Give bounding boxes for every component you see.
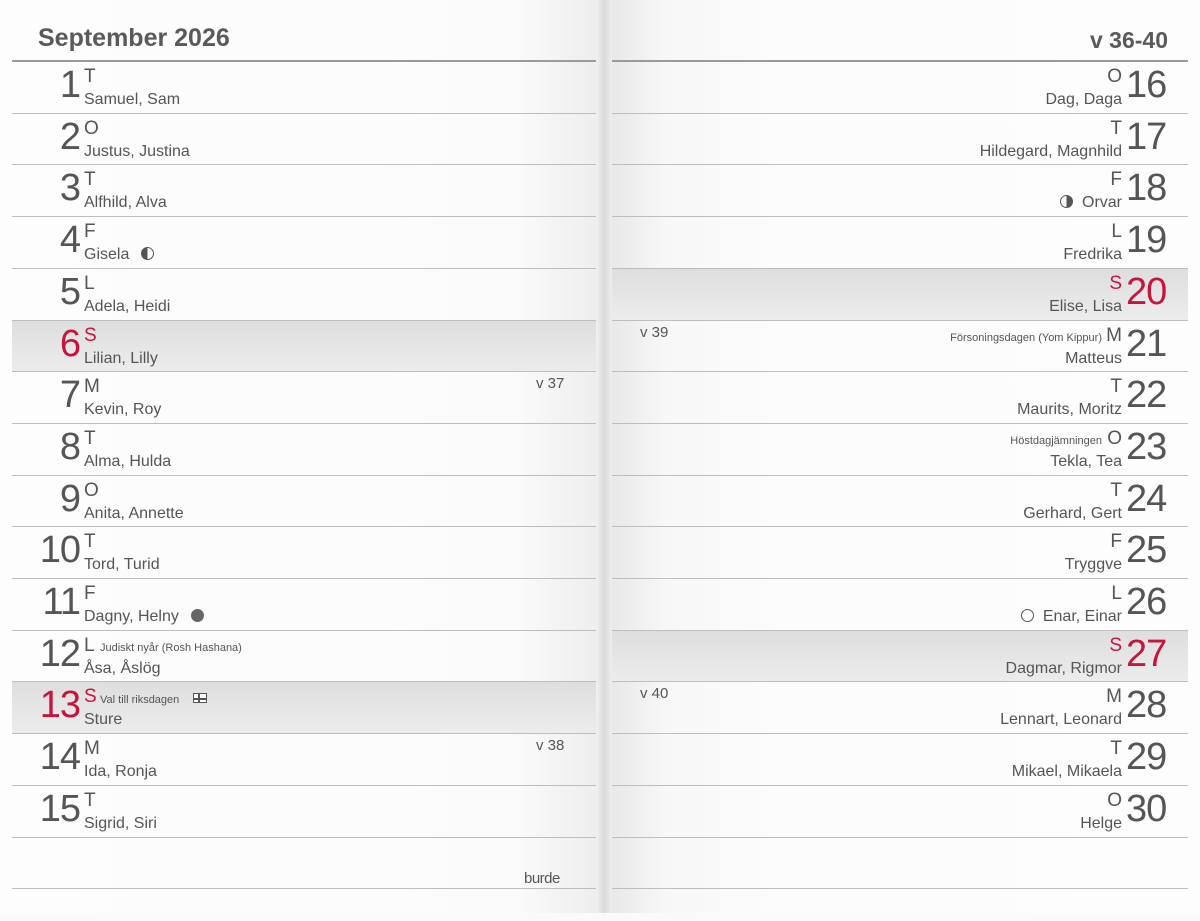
- weekday-letter: S: [1109, 272, 1122, 294]
- day-row: [604, 217, 1188, 268]
- weekday-letter: F: [84, 583, 96, 604]
- name-day: [84, 763, 157, 781]
- day-number: 26: [1126, 581, 1167, 623]
- weekday-letter: T: [84, 427, 96, 449]
- name-day: [1017, 401, 1122, 419]
- day-number: 7: [59, 374, 80, 417]
- name-day-text: Åsa, Åslög: [84, 659, 161, 677]
- weekday-letter: O: [1107, 789, 1122, 811]
- day-number: 29: [1126, 736, 1167, 779]
- new-moon-icon: [191, 609, 204, 622]
- name-day-text: Alma, Hulda: [84, 452, 172, 470]
- name-day: [84, 660, 160, 678]
- week-range: v 36-40: [1089, 27, 1168, 53]
- day-number: 15: [39, 787, 80, 830]
- day-row: [12, 372, 604, 423]
- day-row: [12, 734, 604, 785]
- day-row: [12, 424, 604, 475]
- day-number: 24: [1126, 477, 1167, 520]
- day-row: [12, 321, 604, 372]
- day-number: 30: [1126, 787, 1167, 830]
- name-day-text: Kevin, Roy: [84, 401, 162, 419]
- day-number: 17: [1126, 115, 1167, 158]
- weekday-letter: F: [1110, 531, 1122, 553]
- weekday-letter: T: [1110, 117, 1122, 139]
- name-day-text: Ida, Ronja: [84, 763, 157, 781]
- weekday-letter: F: [84, 221, 96, 243]
- weekday-letter: F: [1110, 169, 1122, 191]
- day-number: 1: [59, 64, 80, 106]
- name-day-text: Helge: [1080, 814, 1122, 832]
- day-row: [604, 579, 1188, 630]
- name-day-text: Lennart, Leonard: [1000, 711, 1122, 729]
- day-row: [12, 579, 604, 630]
- day-row: [604, 786, 1188, 837]
- day-row: [12, 786, 604, 837]
- weekday-letter: M: [1106, 686, 1122, 708]
- weekday-letter: T: [1110, 738, 1122, 760]
- name-day-text: Sture: [84, 711, 123, 729]
- day-row: [12, 527, 604, 578]
- day-row: [604, 682, 1188, 733]
- day-row: [12, 217, 604, 268]
- name-day-text: Dag, Daga: [1045, 91, 1122, 108]
- name-day: [980, 143, 1122, 161]
- weekday-letter: L: [84, 272, 95, 294]
- weekday-letter: O: [1107, 427, 1122, 449]
- day-row: [604, 527, 1188, 578]
- name-day: [84, 556, 160, 574]
- day-number: 9: [59, 477, 80, 520]
- day-row: [604, 269, 1188, 320]
- day-row: [604, 321, 1188, 372]
- name-day: [84, 608, 204, 626]
- day-number: 18: [1126, 167, 1167, 210]
- day-number: 19: [1126, 219, 1167, 262]
- name-day-text: Mikael, Mikaela: [1011, 763, 1122, 781]
- name-day: [1012, 763, 1122, 781]
- page-gutter: [596, 0, 612, 913]
- name-day: [84, 246, 154, 264]
- name-day: [84, 194, 167, 212]
- day-number: 25: [1126, 529, 1167, 572]
- weekday-letter: T: [84, 789, 96, 811]
- name-day-text: Adela, Heidi: [84, 297, 171, 315]
- name-day-text: Lilian, Lilly: [84, 349, 158, 367]
- name-day: [1046, 91, 1123, 109]
- name-day: [1065, 556, 1122, 574]
- weekday-letter: T: [84, 169, 96, 191]
- day-row: [604, 62, 1188, 113]
- name-day-text: Dagny, Helny: [84, 608, 179, 625]
- day-number: 12: [39, 632, 80, 675]
- name-day: [1050, 453, 1122, 471]
- name-day: [84, 815, 157, 833]
- weekday-letter: M: [84, 376, 100, 398]
- day-number: 5: [59, 270, 80, 313]
- name-day: [1060, 194, 1122, 212]
- day-number: 22: [1126, 374, 1167, 417]
- name-day: [84, 401, 161, 419]
- name-day-text: Tord, Turid: [84, 556, 160, 574]
- name-day-text: Orvar: [1082, 194, 1122, 212]
- week-number: v 37: [536, 375, 565, 393]
- week-number: v 38: [536, 737, 565, 755]
- first-quarter-moon-icon: [1060, 195, 1073, 208]
- day-number: 27: [1126, 632, 1167, 675]
- last-quarter-moon-icon: [141, 247, 154, 260]
- name-day-text: Dagmar, Rigmor: [1005, 659, 1122, 677]
- weekday-letter: S: [84, 324, 97, 346]
- day-number: 23: [1126, 425, 1167, 468]
- day-number: 21: [1126, 322, 1167, 365]
- name-day-text: Tryggve: [1064, 556, 1122, 574]
- name-day-text: Elise, Lisa: [1049, 297, 1122, 315]
- day-row: [604, 165, 1188, 216]
- day-number: 6: [59, 322, 80, 365]
- name-day: [84, 453, 171, 471]
- weekday-letter: O: [84, 117, 99, 139]
- name-day: [84, 298, 170, 316]
- day-number: 14: [39, 736, 80, 779]
- day-number: 28: [1126, 684, 1167, 727]
- name-day-text: Maurits, Moritz: [1017, 401, 1122, 419]
- weekday-letter: L: [1111, 583, 1122, 604]
- day-row: [12, 165, 604, 216]
- bottom-rule: [604, 888, 1188, 889]
- day-row: [12, 114, 604, 165]
- weekday-letter: M: [84, 738, 100, 760]
- holiday-label: Höstdagjämningen: [1010, 434, 1102, 447]
- name-day: [1049, 298, 1122, 316]
- holiday-label: Val till riksdagen: [100, 693, 207, 706]
- day-row: [12, 682, 604, 733]
- name-day-text: Matteus: [1065, 349, 1122, 367]
- row-divider: [12, 837, 604, 838]
- name-day-text: Enar, Einar: [1042, 608, 1122, 625]
- name-day-text: Tekla, Tea: [1050, 452, 1122, 470]
- weekday-letter: L: [84, 634, 95, 656]
- day-row: [604, 631, 1188, 682]
- name-day-text: Sigrid, Siri: [84, 814, 157, 832]
- day-row: [604, 372, 1188, 423]
- name-day-text: Anita, Annette: [84, 504, 184, 522]
- weekday-letter: S: [84, 686, 97, 708]
- weekday-letter: T: [84, 531, 96, 553]
- day-number: 16: [1126, 64, 1167, 106]
- name-day-text: Fredrika: [1063, 246, 1122, 264]
- day-number: 2: [59, 115, 80, 158]
- flag-icon: [193, 693, 207, 703]
- day-row: [12, 631, 604, 682]
- left-page: [0, 0, 604, 913]
- bottom-rule: [12, 888, 604, 889]
- week-number: v 40: [640, 685, 669, 703]
- week-number: v 39: [640, 323, 669, 341]
- name-day: [84, 350, 158, 368]
- day-number: 13: [39, 684, 80, 727]
- name-day-text: Justus, Justina: [84, 142, 190, 160]
- name-day: [1023, 505, 1122, 523]
- right-page: [604, 0, 1200, 913]
- weekday-letter: T: [84, 66, 96, 87]
- name-day: [1063, 246, 1122, 264]
- full-moon-icon: [1021, 609, 1034, 622]
- name-day: [1065, 350, 1122, 368]
- day-row: [604, 476, 1188, 527]
- weekday-letter: O: [84, 479, 99, 501]
- name-day-text: Gerhard, Gert: [1023, 504, 1122, 522]
- weekday-letter: T: [1110, 479, 1122, 501]
- weekday-letter: O: [1107, 66, 1122, 87]
- weekday-letter: T: [1110, 376, 1122, 398]
- day-row: [604, 114, 1188, 165]
- day-row: [604, 734, 1188, 785]
- brand-logo: burde: [524, 870, 560, 887]
- day-number: 4: [59, 219, 80, 262]
- name-day: [1006, 660, 1122, 678]
- holiday-label: Försoningsdagen (Yom Kippur): [950, 331, 1102, 344]
- name-day-text: Samuel, Sam: [84, 91, 181, 108]
- weekday-letter: S: [1109, 634, 1122, 656]
- holiday-label: Judiskt nyår (Rosh Hashana): [100, 641, 242, 654]
- day-number: 11: [42, 581, 80, 623]
- name-day: [84, 505, 184, 523]
- name-day: [1000, 711, 1122, 729]
- day-number: 10: [39, 529, 80, 572]
- day-row: [12, 62, 604, 113]
- name-day: [1021, 608, 1122, 626]
- name-day-text: Hildegard, Magnhild: [979, 142, 1122, 160]
- day-number: 8: [59, 425, 80, 468]
- day-number: 3: [59, 167, 80, 210]
- day-row: [604, 424, 1188, 475]
- name-day-text: Gisela: [84, 246, 130, 264]
- weekday-letter: M: [1106, 324, 1122, 346]
- weekday-letter: L: [1111, 221, 1122, 243]
- name-day: [84, 711, 122, 729]
- name-day: [84, 143, 190, 161]
- name-day: [84, 91, 180, 109]
- day-row: [12, 476, 604, 527]
- day-number: 20: [1126, 270, 1167, 313]
- page-title: September 2026: [38, 24, 230, 52]
- row-divider: [604, 837, 1188, 838]
- name-day: [1080, 815, 1122, 833]
- day-row: [12, 269, 604, 320]
- name-day-text: Alfhild, Alva: [84, 194, 167, 212]
